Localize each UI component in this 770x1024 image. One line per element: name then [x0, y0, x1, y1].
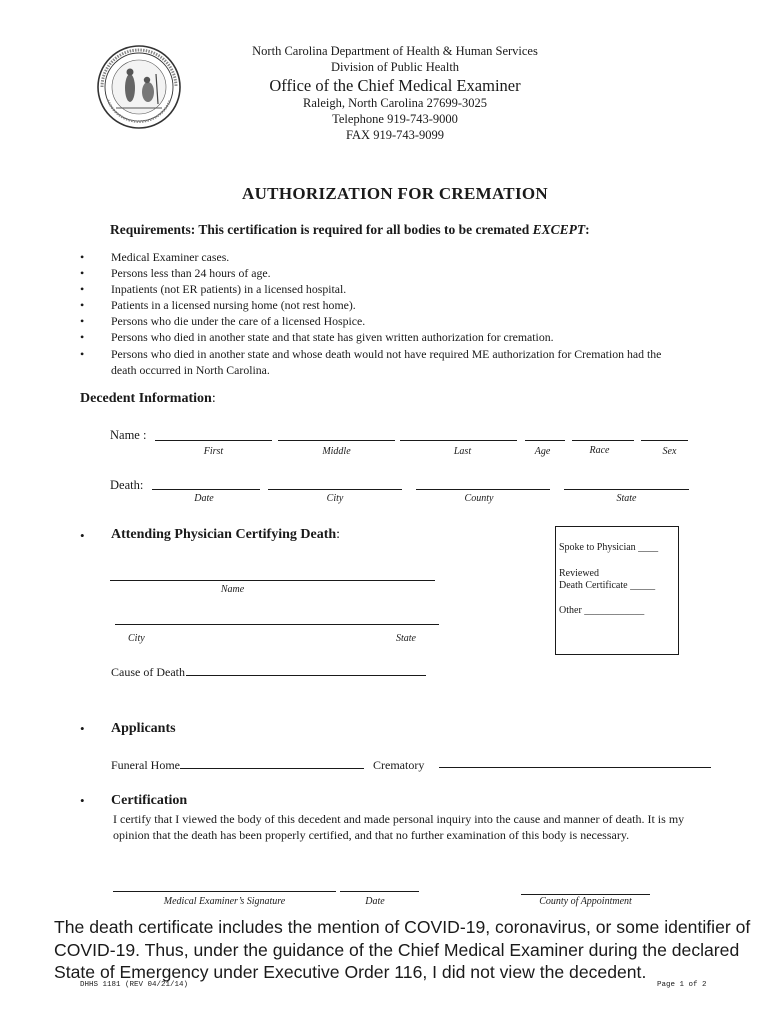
spoke-to-physician-option[interactable]: Spoke to Physician ____: [559, 542, 659, 553]
middle-caption: Middle: [322, 446, 351, 457]
date-caption: Date: [194, 493, 214, 504]
nc-state-seal-icon: [96, 44, 182, 130]
crematory-label: Crematory: [373, 758, 425, 772]
first-name-field[interactable]: [155, 440, 272, 441]
death-state-field[interactable]: [564, 489, 689, 490]
county-caption: County: [464, 493, 494, 504]
certification-heading: Certification: [111, 793, 188, 808]
death-date-field[interactable]: [152, 489, 260, 490]
me-signature-field[interactable]: [113, 891, 336, 892]
certification-date-field[interactable]: [340, 891, 419, 892]
address-line: Raleigh, North Carolina 27699-3025: [303, 96, 487, 110]
name-label: Name :: [110, 428, 147, 442]
bullet-icon: •: [80, 528, 85, 543]
sex-caption: Sex: [662, 446, 677, 457]
form-id: DHHS 1181 (REV 04/21/14): [80, 981, 189, 989]
last-caption: Last: [453, 446, 472, 457]
covid-statement: The death certificate includes the mention of COVID-19, coronavirus, or some identifier of COVID-19. Thus, under the guidance of the Chief Medical Examiner during the declared State of Emergency under Executive Order 116, I did not view the decedent.: [54, 917, 751, 982]
death-city-field[interactable]: [268, 489, 402, 490]
date-caption: Date: [365, 896, 385, 907]
death-label: Death:: [110, 478, 144, 492]
last-name-field[interactable]: [400, 440, 517, 441]
list-item: • Persons who died in another state and that state has given written authorization for cremation.: [80, 329, 680, 345]
list-item: • Patients in a licensed nursing home (not rest home).: [80, 297, 680, 313]
physician-state-caption: State: [396, 633, 416, 644]
exceptions-list: [80, 249, 680, 378]
list-item: • Inpatients (not ER patients) in a licensed hospital.: [80, 281, 680, 297]
other-option[interactable]: Other ____________: [559, 605, 645, 616]
signature-caption: Medical Examiner’s Signature: [163, 896, 286, 907]
physician-city-caption: City: [128, 633, 145, 644]
death-county-field[interactable]: [416, 489, 550, 490]
applicants-heading: Applicants: [111, 721, 176, 736]
state-caption: State: [616, 493, 637, 504]
telephone-line: Telephone 919-743-9000: [332, 112, 458, 126]
requirements-statement: Requirements: This certification is required for all bodies to be cremated EXCEPT:: [110, 222, 590, 237]
reviewed-death-certificate-option[interactable]: Death Certificate _____: [559, 580, 656, 591]
fax-line: FAX 919-743-9099: [345, 128, 445, 142]
office-name: Office of the Chief Medical Examiner: [269, 76, 521, 95]
bullet-icon: •: [80, 721, 85, 736]
first-caption: First: [203, 446, 224, 457]
county-of-appointment-field[interactable]: [521, 894, 650, 895]
reviewed-label: Reviewed: [559, 568, 599, 579]
county-caption: County of Appointment: [539, 896, 632, 907]
department-line: North Carolina Department of Health & Human Services: [252, 44, 538, 58]
physician-name-field[interactable]: [110, 580, 435, 581]
list-item: • Persons who die under the care of a licensed Hospice.: [80, 313, 680, 329]
page-number: Page 1 of 2: [657, 981, 707, 989]
age-field[interactable]: [525, 440, 565, 441]
list-item: • Persons less than 24 hours of age.: [80, 265, 680, 281]
funeral-home-field[interactable]: Funeral Home: [111, 758, 364, 773]
decedent-heading: Decedent Information:: [80, 391, 216, 406]
list-item: • Persons who died in another state and whose death would not have required ME authorization for Cremation had the death occurred in North Carolina.: [80, 346, 680, 378]
race-caption: Race: [589, 445, 610, 456]
physician-city-state-field[interactable]: [115, 624, 439, 625]
physician-name-caption: Name: [220, 584, 245, 595]
list-item: • Medical Examiner cases.: [80, 249, 680, 265]
division-line: Division of Public Health: [330, 60, 460, 74]
sex-field[interactable]: [641, 440, 688, 441]
race-field[interactable]: [572, 440, 634, 441]
city-caption: City: [326, 493, 344, 504]
middle-name-field[interactable]: [278, 440, 395, 441]
bullet-icon: •: [80, 793, 85, 808]
verification-box: [555, 526, 679, 655]
age-caption: Age: [534, 446, 551, 457]
crematory-field[interactable]: [439, 767, 711, 768]
cause-of-death-field[interactable]: Cause of Death: [111, 665, 426, 680]
form-title: AUTHORIZATION FOR CREMATION: [242, 184, 548, 203]
certification-text: I certify that I viewed the body of this decedent and made personal inquiry into the cause and manner of death. It is my opinion that the death has been properly certified, and that no further examination of this body is necessary.: [113, 812, 685, 843]
physician-heading: Attending Physician Certifying Death:: [111, 527, 341, 542]
